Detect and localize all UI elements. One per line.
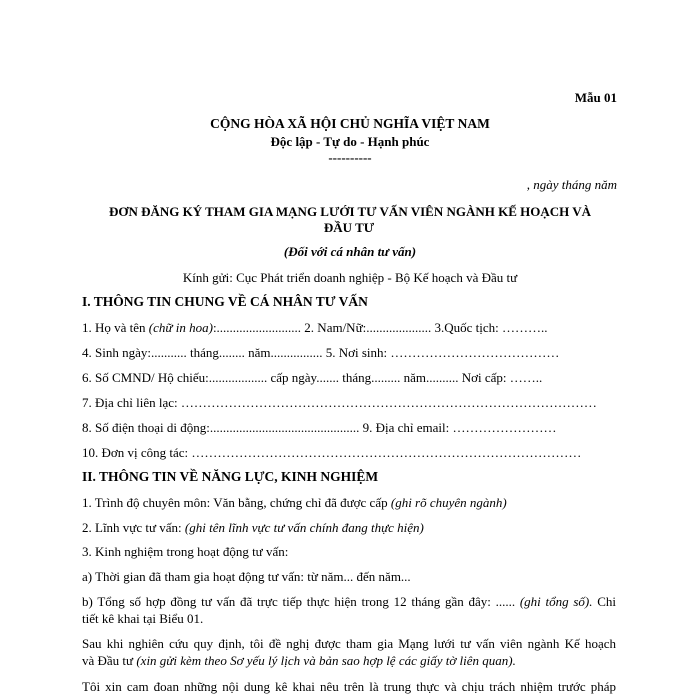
field-birth-date-place: 4. Sinh ngày:........... tháng........ năm................ 5. Nơi sinh: …………………………………: [82, 345, 560, 360]
motto-divider: ----------: [328, 150, 372, 165]
document-title-line-2: ĐẦU TƯ: [323, 220, 375, 235]
motto: Độc lập - Tự do - Hạnh phúc: [270, 134, 430, 149]
recipient-line: Kính gửi: Cục Phát triển doanh nghiệp - Bộ Kế hoạch và Đầu tư: [182, 270, 518, 285]
closing-commitment: Tôi xin cam đoan những nội dung kê khai nêu trên là trung thực và chịu trách nhiệm trước pháp: [82, 679, 616, 694]
national-title: CỘNG HÒA XÃ HỘI CHỦ NGHĨA VIỆT NAM: [210, 116, 490, 131]
item-consulting-field: 2. Lĩnh vực tư vấn: (ghi tên lĩnh vực tư vấn chính đang thực hiện): [82, 520, 424, 535]
field-name-gender-nationality: 1. Họ và tên (chữ in hoa):.......................... 2. Nam/Nữ:.................... 3.Quốc tịch: ………..: [82, 320, 548, 335]
form-code: Mẫu 01: [574, 90, 617, 105]
item-qualifications: 1. Trình độ chuyên môn: Văn bằng, chứng chỉ đã được cấp (ghi rõ chuyên ngành): [82, 495, 507, 510]
section-1-heading: I. THÔNG TIN CHUNG VỀ CÁ NHÂN TƯ VẤN: [82, 294, 368, 309]
document-subtitle: (Đối với cá nhân tư vấn): [283, 244, 417, 259]
section-2-heading: II. THÔNG TIN VỀ NĂNG LỰC, KINH NGHIỆM: [82, 469, 379, 484]
field-workplace: 10. Đơn vị công tác: ………………………………………………………………………………: [82, 445, 582, 460]
document-title-line-1: ĐƠN ĐĂNG KÝ THAM GIA MẠNG LƯỚI TƯ VẤN VIÊN NGÀNH KẾ HOẠCH VÀ: [108, 204, 592, 219]
closing-request: Sau khi nghiên cứu quy định, tôi đề nghị được tham gia Mạng lưới tư vấn viên ngành Kế hoạch: [82, 636, 616, 651]
item-contract-count: b) Tổng số hợp đồng tư vấn đã trực tiếp thực hiện trong 12 tháng gần đây: ...... (ghi tổng số). Chi: [82, 594, 616, 609]
date-line: , ngày tháng năm: [526, 177, 617, 192]
field-phone-email: 8. Số điện thoại di động:.............................................. 9. Địa chỉ email: ……………………: [82, 420, 557, 435]
item-contract-count-cont: tiết kê khai tại Biểu 01.: [82, 611, 204, 626]
closing-request-cont: và Đầu tư (xin gửi kèm theo Sơ yếu lý lịch và bản sao hợp lệ các giấy tờ liên quan).: [82, 653, 516, 668]
field-contact-address: 7. Địa chỉ liên lạc: ……………………………………………………………………………………: [82, 395, 597, 410]
item-experience: 3. Kinh nghiệm trong hoạt động tư vấn:: [82, 544, 289, 559]
field-id-card: 6. Số CMND/ Hộ chiếu:.................. cấp ngày....... tháng......... năm.......... Nơi cấp: ……..: [82, 370, 543, 385]
item-experience-years: a) Thời gian đã tham gia hoạt động tư vấn: từ năm... đến năm...: [82, 569, 411, 584]
